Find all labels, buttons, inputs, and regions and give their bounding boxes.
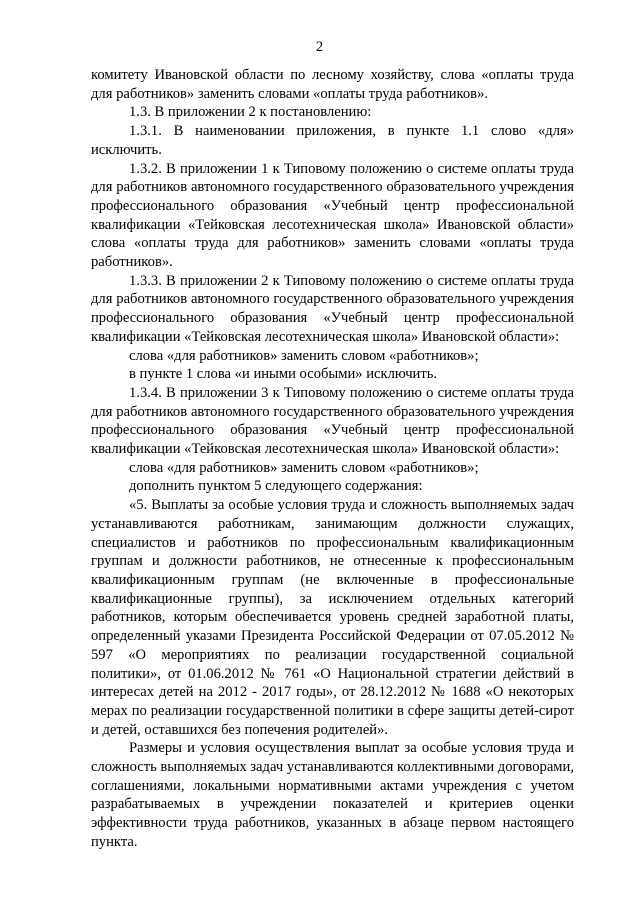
paragraph: слова «для работников» заменить словом «работников»; (129, 347, 479, 364)
paragraph: в пункте 1 слова «и иными особыми» исключить. (129, 366, 438, 383)
paragraph: 1.3.2. В приложении 1 к Типовому положению о системе оплаты труда для работников автономного государственного образовательного учреждения профессионального образования «Учебный центр профессиональной квалификации «Тейковская лесотехническая школа» Ивановской области» слова «оплаты труда для работников» заменить словами «оплаты труда работников». (91, 160, 574, 271)
paragraph: Размеры и условия осуществления выплат за особые условия труда и сложность выполняемых задач устанавливаются коллективными договорами, соглашениями, локальными нормативными актами учреждения с учетом разрабатываемых в учреждении показателей и критериев оценки эффективности труда работников, указанных в абзаце первом настоящего пункта. (91, 740, 574, 850)
paragraph: 1.3.3. В приложении 2 к Типовому положению о системе оплаты труда для работников автономного государственного образовательного учреждения профессионального образования «Учебный центр профессиональной квалификации «Тейковская лесотехническая школа» Ивановской области»: (91, 272, 574, 345)
paragraph: комитету Ивановской области по лесному хозяйству, слова «оплаты труда для работников» заменить словами «оплаты труда работников». (91, 67, 574, 102)
document-body (91, 66, 574, 852)
paragraph: дополнить пунктом 5 следующего содержания: (129, 478, 423, 495)
paragraph: 1.3.4. В приложении 3 к Типовому положению о системе оплаты труда для работников автономного государственного образовательного учреждения профессионального образования «Учебный центр профессиональной квалификации «Тейковская лесотехническая школа» Ивановской области»: (91, 384, 574, 458)
page-number: 2 (315, 39, 324, 55)
paragraph: 1.3.1. В наименовании приложения, в пункте 1.1 слово «для» исключить. (91, 123, 574, 158)
paragraph: 1.3. В приложении 2 к постановлению: (129, 104, 372, 121)
paragraph: «5. Выплаты за особые условия труда и сложность выполняемых задач устанавливаются работникам, занимающим должности служащих, специалистов и работников по профессиональным квалификационным группам и должности работников, не отнесенные к профессиональным квалификационным группам (не включенные в профессиональные квалификационные группы), за исключением отдельных категорий работников, которым обеспечивается уровень средней заработной платы, определенный указами Президента Российской Федерации от 07.05.2012 № 597 «О мероприятиях по реализации государственной социальной политики», от 01.06.2012 № 761 «О Национальной стратегии действий в интересах детей на 2012 - 2017 годы», от 28.12.2012 № 1688 «О некоторых мерах по реализации государственной политики в сфере защиты детей-сирот и детей, оставшихся без попечения родителей». (91, 497, 574, 738)
paragraph: слова «для работников» заменить словом «работников»; (129, 459, 479, 476)
